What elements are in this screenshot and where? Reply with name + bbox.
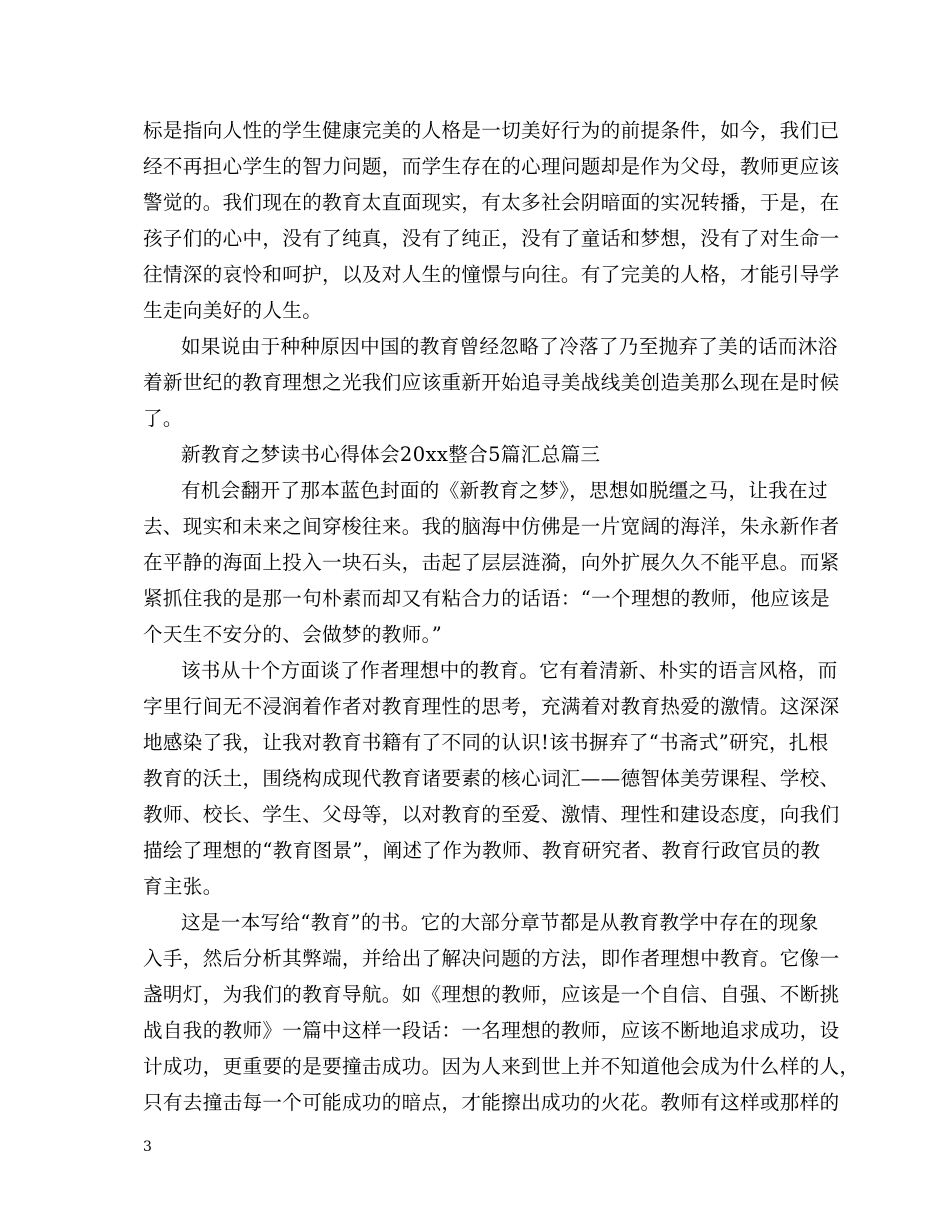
- document-body: [143, 113, 860, 1121]
- text-line: 描绘了理想的“教育图景”，阐述了作为教师、教育研究者、教育行政官员的教: [143, 839, 821, 862]
- text-line: 字里行间无不浸润着作者对教育理性的思考，充满着对教育热爱的激情。这深深: [143, 695, 840, 718]
- text-line: 在平静的海面上投入一块石头，击起了层层涟漪，向外扩展久久不能平息。而紧: [143, 551, 840, 574]
- text-line: 有机会翻开了那本蓝色封面的《新教育之梦》，思想如脱缰之马，让我在过: [181, 479, 828, 502]
- text-line: 地感染了我，让我对教育书籍有了不同的认识!该书摒弃了“书斋式”研究，扎根: [143, 731, 829, 754]
- paragraph-1: [143, 113, 840, 329]
- paragraph-2: [143, 329, 840, 437]
- text-line: 育主张。: [143, 875, 223, 898]
- text-line: 如果说由于种种原因中国的教育曾经忽略了冷落了乃至抛弃了美的话而沐浴: [181, 335, 838, 358]
- text-line: 紧抓住我的是那一句朴素而却又有粘合力的话语：“一个理想的教师，他应该是: [143, 587, 830, 610]
- text-line: 生走向美好的人生。: [143, 299, 323, 322]
- text-line: 战自我的教师》一篇中这样一段话：一名理想的教师，应该不断地追求成功，设: [143, 1019, 840, 1042]
- text-line: 着新世纪的教育理想之光我们应该重新开始追寻美战线美创造美那么现在是时候: [143, 371, 840, 394]
- text-line: 入手，然后分析其弊端，并给出了解决问题的方法，即作者理想中教育。它像一: [143, 947, 840, 970]
- text-line: 教育的沃土，围绕构成现代教育诸要素的核心词汇——德智体美劳课程、学校、: [143, 767, 840, 790]
- text-line: 经不再担心学生的智力问题，而学生存在的心理问题却是作为父母，教师更应该: [143, 155, 840, 178]
- text-line: 标是指向人性的学生健康完美的人格是一切美好行为的前提条件，如今，我们已: [143, 119, 840, 142]
- text-line: 这是一本写给“教育”的书。它的大部分章节都是从教育教学中存在的现象: [181, 911, 819, 934]
- text-line: 该书从十个方面谈了作者理想中的教育。它有着清新、朴实的语言风格，而: [181, 659, 838, 682]
- page-number: 3: [143, 1139, 152, 1155]
- text-line: 了。: [143, 407, 183, 430]
- text-line: 往情深的哀怜和呵护，以及对人生的憧憬与向往。有了完美的人格，才能引导学: [143, 263, 840, 286]
- section-title: 新教育之梦读书心得体会20xx整合5篇汇总篇三: [181, 443, 601, 466]
- text-line: 计成功，更重要的是要撞击成功。因为人来到世上并不知道他会成为什么样的人，: [143, 1055, 860, 1078]
- text-line: 孩子们的心中，没有了纯真，没有了纯正，没有了童话和梦想，没有了对生命一: [143, 227, 840, 250]
- text-line: 去、现实和未来之间穿梭往来。我的脑海中仿佛是一片宽阔的海洋，朱永新作者: [143, 515, 840, 538]
- paragraph-4: [143, 653, 840, 905]
- text-line: 只有去撞击每一个可能成功的暗点，才能擦出成功的火花。教师有这样或那样的: [143, 1091, 840, 1114]
- paragraph-5: [143, 905, 860, 1121]
- text-line: 警觉的。我们现在的教育太直面现实，有太多社会阴暗面的实况转播，于是，在: [143, 191, 840, 214]
- paragraph-3: [143, 473, 840, 653]
- text-line: 个天生不安分的、会做梦的教师。”: [143, 623, 443, 646]
- text-line: 教师、校长、学生、父母等，以对教育的至爱、激情、理性和建设态度，向我们: [143, 803, 840, 826]
- section-heading: [143, 437, 811, 473]
- text-line: 盏明灯，为我们的教育导航。如《理想的教师，应该是一个自信、自强、不断挑: [143, 983, 840, 1006]
